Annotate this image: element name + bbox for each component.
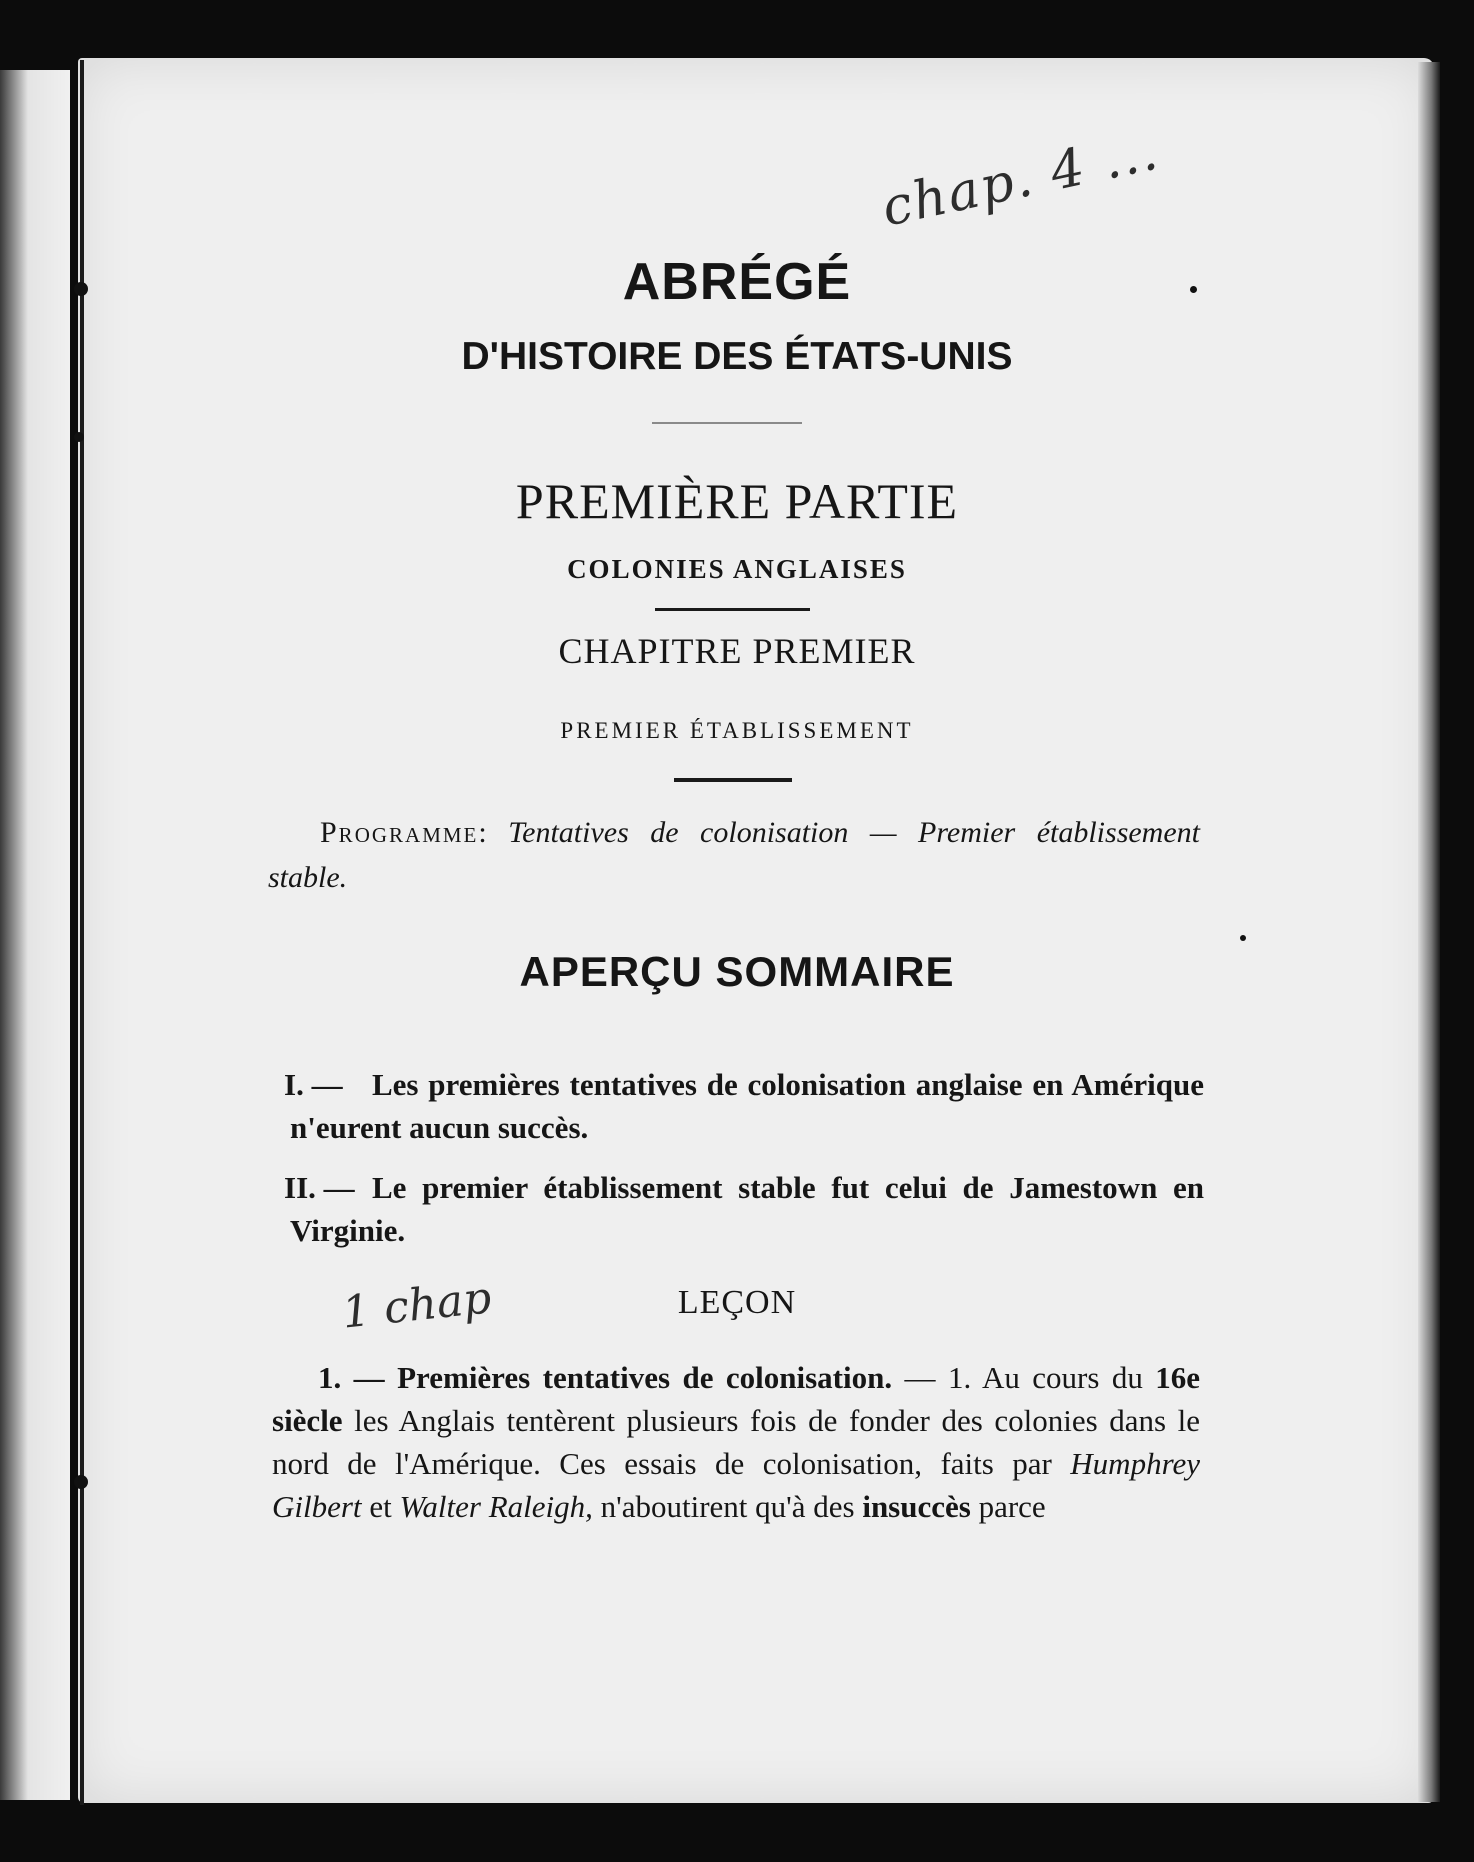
summary-point-number: II. — [284, 1170, 355, 1205]
body-text: n'aboutirent qu'à des [600, 1489, 855, 1524]
chapter-subtitle: PREMIER ÉTABLISSEMENT [560, 718, 914, 743]
speck [74, 432, 84, 442]
person-name: Walter Raleigh, [399, 1489, 593, 1524]
programme-items: Tentatives de colonisation — Premier établissement stable. [268, 816, 1200, 894]
book-page [78, 58, 1434, 1803]
divider [652, 422, 802, 424]
page-binding-line [80, 60, 84, 1805]
speck [74, 1475, 88, 1489]
part-title: PREMIÈRE PARTIE [515, 473, 959, 529]
page-edge-shadow [1418, 62, 1440, 1802]
summary-point-text: Les premières tentatives de colonisation anglaise en Amérique n'eurent aucun succès. [290, 1067, 1204, 1145]
book-title: ABRÉGÉ [622, 253, 852, 311]
summary-point-text: Le premier établissement stable fut celui de Jamestown en Virginie. [290, 1170, 1204, 1248]
person-name: Humphrey Gilbert [272, 1446, 1201, 1524]
divider [674, 778, 792, 782]
speck [1240, 935, 1246, 941]
programme-label: Programme [320, 816, 479, 849]
part-subtitle: COLONIES ANGLAISES [567, 554, 907, 584]
previous-page-strip [0, 70, 70, 1800]
summary-point [284, 1063, 1204, 1149]
body-text: et [369, 1489, 392, 1524]
body-text: parce [978, 1489, 1046, 1524]
divider [655, 608, 810, 611]
paragraph-number: — 1. [904, 1360, 972, 1395]
summary-point [284, 1166, 1204, 1252]
emphasis-bold: insuccès [862, 1489, 971, 1524]
apercu-heading: APERÇU SOMMAIRE [519, 948, 955, 995]
programme-separator: : [478, 816, 487, 849]
book-subtitle: D'HISTOIRE DES ÉTATS-UNIS [461, 335, 1013, 378]
body-text: les Anglais tentèrent plusieurs fois de fonder des colonies dans le nord de l'Amérique. Ces essais de colonisation, faits par [272, 1403, 1201, 1481]
chapter-title: CHAPITRE PREMIER [558, 631, 916, 671]
summary-point-number: I. — [284, 1067, 343, 1102]
handwritten-note-top: chap. 4 ... [876, 121, 1165, 239]
lecon-heading: LEÇON [677, 1284, 797, 1321]
emphasis-bold: 16e siècle [272, 1360, 1201, 1438]
section-title: 1. — Premières tentatives de colonisation. [318, 1360, 893, 1395]
programme-paragraph [268, 810, 1200, 900]
handwritten-note-left: 1 chap [339, 1272, 494, 1339]
body-text: Au cours du [981, 1360, 1143, 1395]
lecon-paragraph [272, 1356, 1200, 1528]
